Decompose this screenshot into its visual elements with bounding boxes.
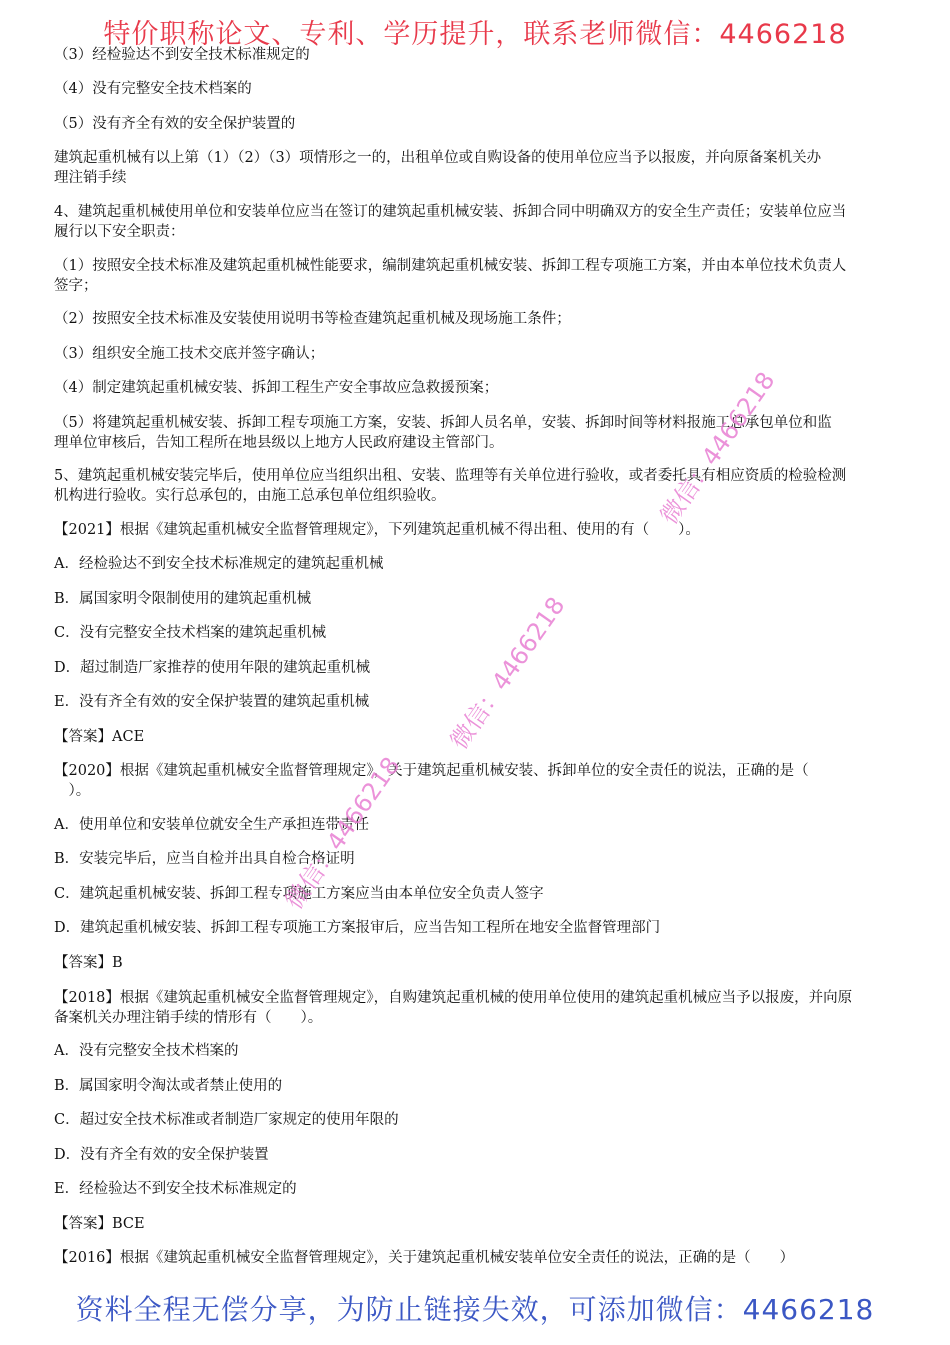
option: D．没有齐全有效的安全保护装置 [54,1147,269,1163]
question-stem: 【2016】根据《建筑起重机械安全监督管理规定》，关于建筑起重机械安装单位安全责任的说法，正确的是（ ） [54,1250,795,1266]
text-line: （4）制定建筑起重机械安装、拆卸工程生产安全事故应急救援预案； [54,380,499,396]
option: C．没有完整安全技术档案的建筑起重机械 [54,625,327,641]
option: B．属国家明令限制使用的建筑起重机械 [54,591,312,607]
question-stem: 【2020】根据《建筑起重机械安全监督管理规定》，关于建筑起重机械安装、拆卸单位的安全责任的说法，正确的是（ [54,763,809,779]
answer: 【答案】B [54,955,123,971]
header-banner: 特价职称论文、专利、学历提升，联系老师微信：4466218 [103,19,847,50]
footer-banner: 资料全程无偿分享，为防止链接失效，可添加微信：4466218 [75,1293,875,1326]
text-line: 理注销手续 [54,170,127,186]
text-line: （5）将建筑起重机械安装、拆卸工程专项施工方案，安装、拆卸人员名单，安装、拆卸时间等材料报施工总承包单位和监 [54,415,832,431]
question-stem: 【2021】根据《建筑起重机械安全监督管理规定》，下列建筑起重机械不得出租、使用的有（ ）。 [54,522,700,538]
text-line: 履行以下安全职责： [54,224,185,240]
option: C．建筑起重机械安装、拆卸工程专项施工方案应当由本单位安全负责人签字 [54,886,544,902]
text-line: 5、建筑起重机械安装完毕后，使用单位应当组织出租、安装、监理等有关单位进行验收，或者委托具有相应资质的检验检测 [54,468,847,484]
option: D．建筑起重机械安装、拆卸工程专项施工方案报审后，应当告知工程所在地安全监督管理部门 [54,920,661,936]
text-line: 机构进行验收。实行总承包的，由施工总承包单位组织验收。 [54,488,446,504]
option: B．属国家明令淘汰或者禁止使用的 [54,1078,283,1094]
text-line: （4）没有完整安全技术档案的 [54,81,252,97]
option: C．超过安全技术标准或者制造厂家规定的使用年限的 [54,1112,399,1128]
watermark: 微信：4466218 [279,751,406,915]
option: D．超过制造厂家推荐的使用年限的建筑起重机械 [54,660,371,676]
watermark: 微信：4466218 [654,366,781,530]
option: A．经检验达不到安全技术标准规定的建筑起重机械 [54,556,384,572]
text-line: 签字； [54,278,98,294]
text-line: （3）经检验达不到安全技术标准规定的 [54,47,310,63]
question-stem: 备案机关办理注销手续的情形有（ ）。 [54,1010,323,1026]
watermark: 微信：4466218 [444,591,571,755]
question-stem: ）。 [54,783,91,799]
option: A．没有完整安全技术档案的 [54,1043,239,1059]
question-stem: 【2018】根据《建筑起重机械安全监督管理规定》，自购建筑起重机械的使用单位使用的建筑起重机械应当予以报废，并向原 [54,990,853,1006]
option: E．经检验达不到安全技术标准规定的 [54,1181,297,1197]
text-line: 理单位审核后，告知工程所在地县级以上地方人民政府建设主管部门。 [54,435,504,451]
text-line: （2）按照安全技术标准及安装使用说明书等检查建筑起重机械及现场施工条件； [54,311,571,327]
answer: 【答案】ACE [54,729,145,745]
text-line: （3）组织安全施工技术交底并签字确认； [54,346,325,362]
option: E．没有齐全有效的安全保护装置的建筑起重机械 [54,694,370,710]
option: B．安装完毕后，应当自检并出具自检合格证明 [54,851,355,867]
text-line: （1）按照安全技术标准及建筑起重机械性能要求，编制建筑起重机械安装、拆卸工程专项施工方案，并由本单位技术负责人 [54,258,847,274]
text-line: 4、建筑起重机械使用单位和安装单位应当在签订的建筑起重机械安装、拆卸合同中明确双方的安全生产责任；安装单位应当 [54,204,847,220]
answer: 【答案】BCE [54,1216,145,1232]
text-line: 建筑起重机械有以上第（1）（2）（3）项情形之一的，出租单位或自购设备的使用单位应当予以报废，并向原备案机关办 [54,150,822,166]
text-line: （5）没有齐全有效的安全保护装置的 [54,116,296,132]
option: A．使用单位和安装单位就安全生产承担连带责任 [54,817,369,833]
